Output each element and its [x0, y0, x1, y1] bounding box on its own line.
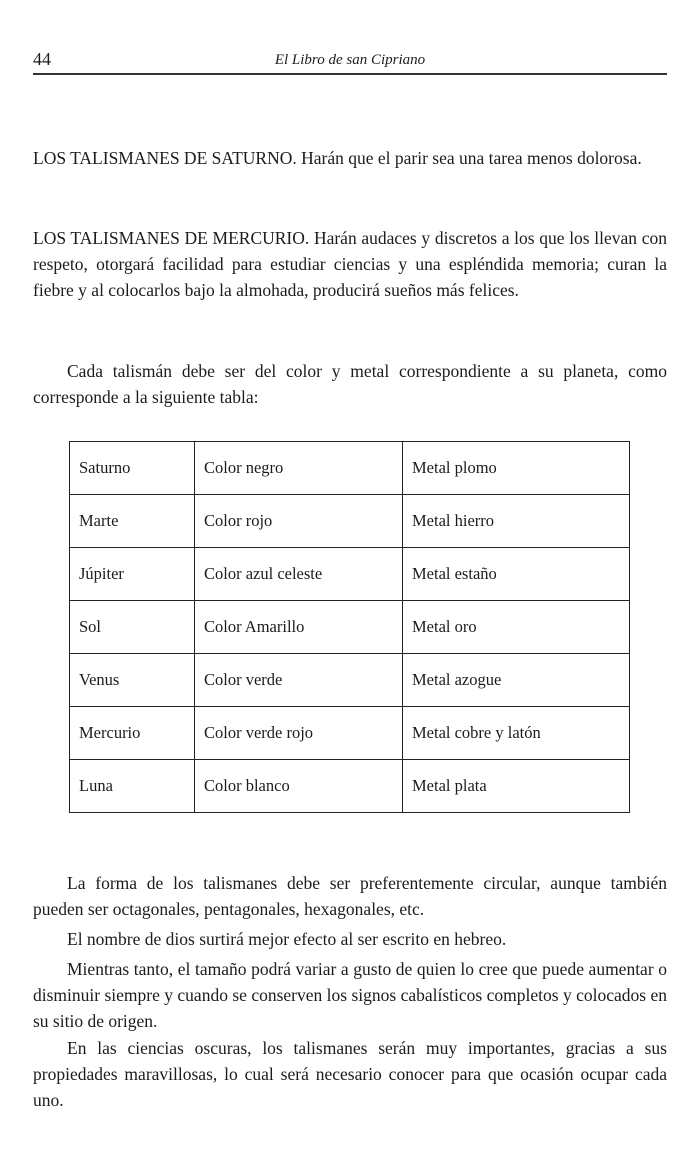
metal-cell: Metal hierro: [403, 495, 630, 548]
table-row: [70, 707, 630, 760]
metal-cell: Metal plomo: [403, 442, 630, 495]
metal-cell: Metal estaño: [403, 548, 630, 601]
planet-cell: Júpiter: [70, 548, 195, 601]
color-cell: Color rojo: [195, 495, 403, 548]
metal-cell: Metal azogue: [403, 654, 630, 707]
planet-color-metal-table: [69, 441, 630, 813]
color-cell: Color blanco: [195, 760, 403, 813]
color-cell: Color Amarillo: [195, 601, 403, 654]
planet-cell: Marte: [70, 495, 195, 548]
page-number: 44: [33, 49, 51, 69]
paragraph-tamano: Mientras tanto, el tamaño podrá variar a gusto de quien lo cree que puede aumentar o disminuir siempre y cuando se conserven los signos cabalísticos completos y colocados en su sitio de origen.: [33, 959, 667, 1031]
table-row: [70, 654, 630, 707]
planet-cell: Luna: [70, 760, 195, 813]
paragraph-saturno: LOS TALISMANES DE SATURNO. Harán que el parir sea una tarea menos dolorosa.: [33, 148, 642, 168]
color-cell: Color negro: [195, 442, 403, 495]
planet-cell: Venus: [70, 654, 195, 707]
metal-cell: Metal cobre y latón: [403, 707, 630, 760]
metal-cell: Metal oro: [403, 601, 630, 654]
color-cell: Color azul celeste: [195, 548, 403, 601]
paragraph-nombre: El nombre de dios surtirá mejor efecto al ser escrito en hebreo.: [67, 929, 507, 949]
planet-cell: Mercurio: [70, 707, 195, 760]
metal-cell: Metal plata: [403, 760, 630, 813]
planet-cell: Saturno: [70, 442, 195, 495]
page-header: [33, 48, 667, 70]
table-row: [70, 495, 630, 548]
table-row: [70, 760, 630, 813]
header-rule: [33, 73, 667, 75]
running-title: El Libro de san Cipriano: [274, 52, 426, 68]
table-row: [70, 601, 630, 654]
color-cell: Color verde rojo: [195, 707, 403, 760]
paragraph-mercurio: LOS TALISMANES DE MERCURIO. Harán audaces y discretos a los que los llevan con respeto, otorgará facilidad para estudiar ciencias y una espléndida memoria; curan la fiebre y al colocarlos bajo la almohada, producirá sueños más felices.: [33, 228, 667, 300]
table-row: [70, 548, 630, 601]
paragraph-ciencias: En las ciencias oscuras, los talismanes serán muy importantes, gracias a sus propiedades maravillosas, lo cual será necesario conocer para que ocasión ocupar cada uno.: [33, 1038, 667, 1110]
color-cell: Color verde: [195, 654, 403, 707]
table-row: [70, 442, 630, 495]
planet-cell: Sol: [70, 601, 195, 654]
paragraph-table-intro: Cada talismán debe ser del color y metal correspondiente a su planeta, como corresponde a la siguiente tabla:: [33, 361, 667, 407]
paragraph-forma: La forma de los talismanes debe ser preferentemente circular, aunque también pueden ser octagonales, pentagonales, hexagonales, etc.: [33, 873, 667, 919]
